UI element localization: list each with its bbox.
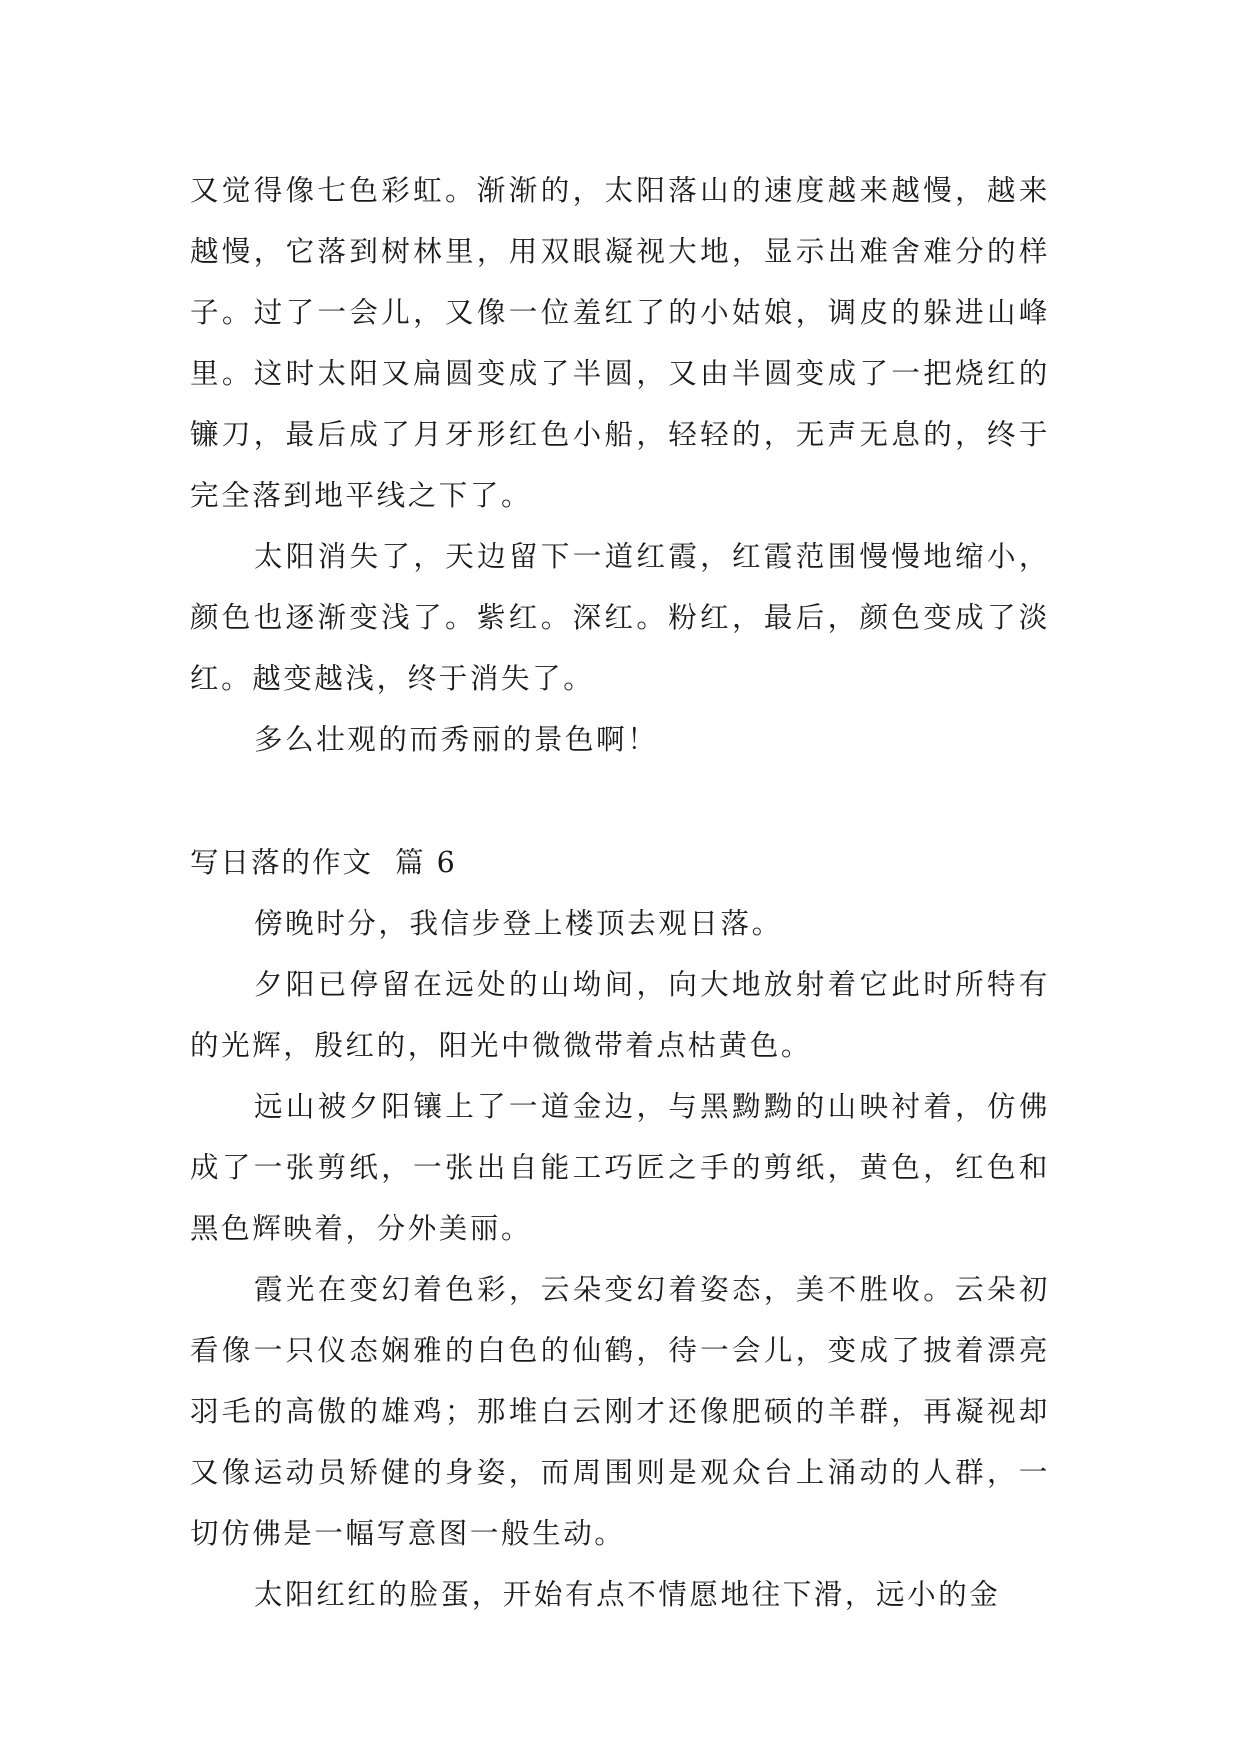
paragraph: 太阳消失了，天边留下一道红霞，红霞范围慢慢地缩小，颜色也逐渐变浅了。紫红。深红。粉红，最后，颜色变成了淡红。越变越浅，终于消失了。 [190, 540, 1050, 695]
section-heading: 写日落的作文 篇 6 [190, 846, 457, 879]
paragraph: 远山被夕阳镶上了一道金边，与黑黝黝的山映衬着，仿佛成了一张剪纸，一张出自能工巧匠之手的剪纸，黄色，红色和黑色辉映着，分外美丽。 [190, 1090, 1050, 1245]
paragraph: 太阳红红的脸蛋，开始有点不情愿地往下滑，远小的金 [254, 1578, 1001, 1611]
paragraph: 傍晚时分，我信步登上楼顶去观日落。 [254, 907, 783, 940]
paragraph-continued: 又觉得像七色彩虹。渐渐的，太阳落山的速度越来越慢，越来越慢，它落到树林里，用双眼凝视大地，显示出难舍难分的样子。过了一会儿，又像一位羞红了的小姑娘，调皮的躲进山峰里。这时太阳又扁圆变成了半圆，又由半圆变成了一把烧红的镰刀，最后成了月牙形红色小船，轻轻的，无声无息的，终于完全落到地平线之下了。 [190, 174, 1050, 512]
paragraph: 夕阳已停留在远处的山坳间，向大地放射着它此时所特有的光辉，殷红的，阳光中微微带着点枯黄色。 [190, 968, 1050, 1062]
paragraph: 多么壮观的而秀丽的景色啊！ [254, 723, 659, 756]
paragraph: 霞光在变幻着色彩，云朵变幻着姿态，美不胜收。云朵初看像一只仪态娴雅的白色的仙鹤，待一会儿，变成了披着漂亮羽毛的高傲的雄鸡；那堆白云刚才还像肥硕的羊群，再凝视却又像运动员矫健的身姿，而周围则是观众台上涌动的人群，一切仿佛是一幅写意图一般生动。 [190, 1273, 1050, 1550]
section-spacer [190, 770, 1050, 832]
document-body [190, 160, 1050, 1625]
